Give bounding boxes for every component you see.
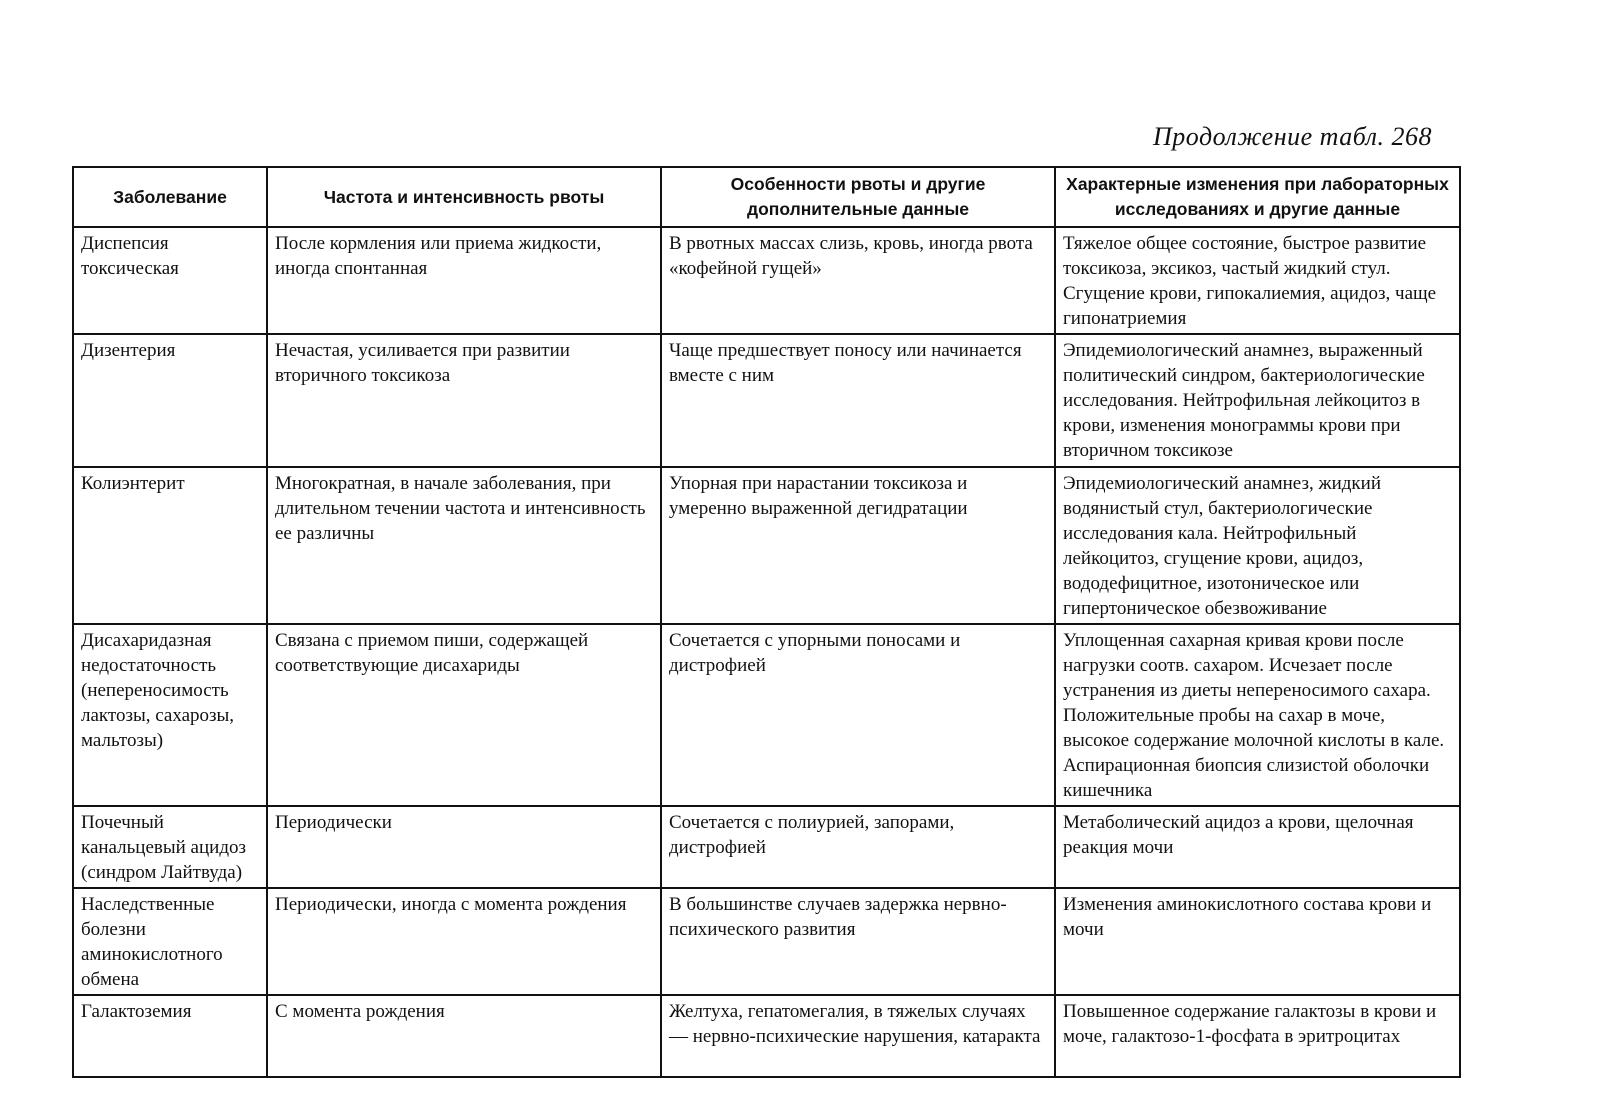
- cell-lab-changes: Метаболический ацидоз а крови, щелочная реакция мочи: [1055, 806, 1460, 888]
- cell-lab-changes: Изменения аминокислотного состава крови и мочи: [1055, 888, 1460, 995]
- cell-lab-changes: Эпидемиологический анамнез, жидкий водянистый стул, бактериологические исследования кала. Нейтрофильный лейкоцитоз, сгущение крови, ацидоз, вододефицитное, изотоническое или гипертоническое обезвоживание: [1055, 467, 1460, 624]
- cell-lab-changes: Уплощенная сахарная кривая крови после нагрузки соотв. сахаром. Исчезает после устранения из диеты непереносимого сахара. Положительные пробы на сахар в моче, высокое содержание молочной кислоты в кале. Аспирационная биопсия слизистой оболочки кишечника: [1055, 624, 1460, 806]
- cell-features: В большинстве случаев задержка нервно-психического развития: [661, 888, 1055, 995]
- column-header-disease: Заболевание: [73, 167, 267, 227]
- cell-features: Сочетается с полиурией, запорами, дистрофией: [661, 806, 1055, 888]
- cell-disease: Наследственные болезни аминокислотного обмена: [73, 888, 267, 995]
- cell-disease: Галактоземия: [73, 995, 267, 1077]
- cell-frequency: Периодически: [267, 806, 661, 888]
- table-row: [73, 467, 1460, 624]
- cell-frequency: С момента рождения: [267, 995, 661, 1077]
- column-header-frequency: Частота и интенсивность рвоты: [267, 167, 661, 227]
- table-row: [73, 995, 1460, 1077]
- table-row: [73, 334, 1460, 467]
- cell-frequency: Периодически, иногда с момента рождения: [267, 888, 661, 995]
- cell-disease: Колиэнтерит: [73, 467, 267, 624]
- table-row: [73, 227, 1460, 334]
- table-row: [73, 624, 1460, 806]
- table-header-row: [73, 167, 1460, 227]
- cell-frequency: Связана с приемом пиши, содержащей соответствующие дисахариды: [267, 624, 661, 806]
- cell-features: Упорная при нарастании токсикоза и умеренно выраженной дегидратации: [661, 467, 1055, 624]
- cell-lab-changes: Тяжелое общее состояние, быстрое развитие токсикоза, эксикоз, частый жидкий стул. Сгущение крови, гипокалиемия, ацидоз, чаще гипонатриемия: [1055, 227, 1460, 334]
- cell-frequency: После кормления или приема жидкости, иногда спонтанная: [267, 227, 661, 334]
- column-header-features: Особенности рвоты и другие дополнительные данные: [661, 167, 1055, 227]
- cell-frequency: Многократная, в начале заболевания, при длительном течении частота и интенсивность ее различны: [267, 467, 661, 624]
- data-table: [72, 166, 1461, 1078]
- cell-lab-changes: Эпидемиологический анамнез, выраженный политический синдром, бактериологические исследования. Нейтрофильная лейкоцитоз в крови, изменения монограммы крови при вторичном токсикозе: [1055, 334, 1460, 467]
- cell-lab-changes: Повышенное содержание галактозы в крови и моче, галактозо-1-фосфата в эритроцитах: [1055, 995, 1460, 1077]
- cell-features: В рвотных массах слизь, кровь, иногда рвота «кофейной гущей»: [661, 227, 1055, 334]
- cell-disease: Дизентерия: [73, 334, 267, 467]
- column-header-lab-changes: Характерные изменения при лабораторных исследованиях и другие данные: [1055, 167, 1460, 227]
- cell-frequency: Нечастая, усиливается при развитии вторичного токсикоза: [267, 334, 661, 467]
- cell-disease: Дисахаридазная недостаточность (непереносимость лактозы, сахарозы, мальтозы): [73, 624, 267, 806]
- cell-features: Желтуха, гепатомегалия, в тяжелых случаях — нервно-психические нарушения, катаракта: [661, 995, 1055, 1077]
- table-row: [73, 806, 1460, 888]
- cell-features: Чаще предшествует поносу или начинается вместе с ним: [661, 334, 1055, 467]
- cell-disease: Почечный канальцевый ацидоз (синдром Лайтвуда): [73, 806, 267, 888]
- table-caption: Продолжение табл. 268: [1153, 122, 1432, 151]
- cell-features: Сочетается с упорными поносами и дистрофией: [661, 624, 1055, 806]
- table-row: [73, 888, 1460, 995]
- cell-disease: Диспепсия токсическая: [73, 227, 267, 334]
